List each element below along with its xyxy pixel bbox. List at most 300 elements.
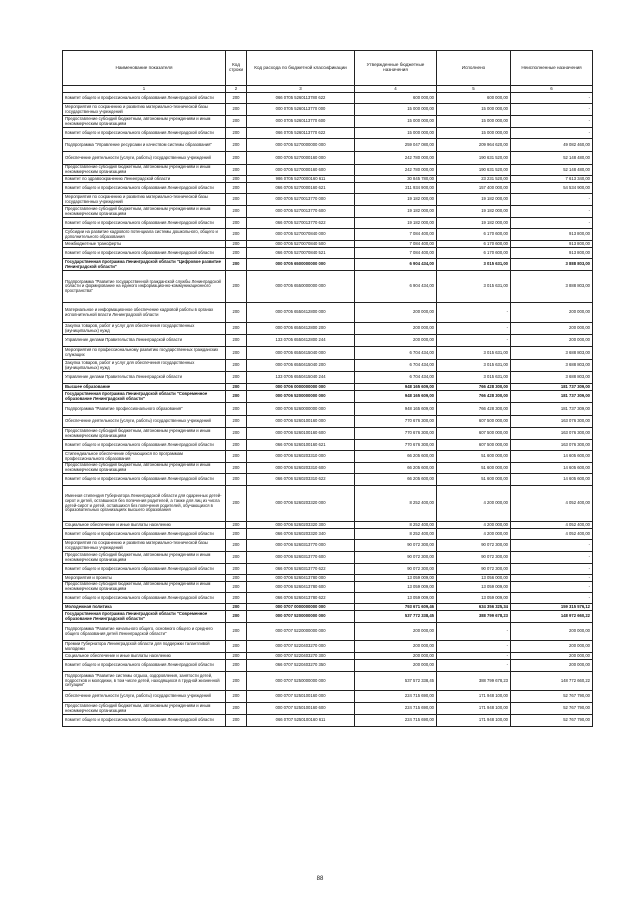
cell-unexecuted: 3 888 803,00 bbox=[511, 259, 593, 271]
cell-unexecuted: 163 076 300,00 bbox=[511, 416, 593, 428]
cell-kbk: 000 0707 0000000000 000 bbox=[247, 604, 355, 611]
cell-unexecuted: 181 737 309,00 bbox=[511, 391, 593, 403]
cell-name: Предоставление субсидий бюджетным, автономным учреждениям и иным некоммерческим организациям bbox=[63, 428, 226, 440]
cell-name: Мероприятия по сохранению и развитию материально-технической базы государственных учреждений bbox=[63, 540, 226, 552]
cell-name: Премии Губернатора Ленинградской области для поддержки талантливой молодежи bbox=[63, 641, 226, 653]
cell-kbk: 066 0706 5260313770 622 bbox=[247, 564, 355, 575]
cell-executed: 3 015 631,00 bbox=[437, 259, 511, 271]
table-row bbox=[63, 552, 593, 564]
cell-kbk: 133 0705 6550412800 244 bbox=[247, 335, 355, 347]
cell-kbk: 066 0706 5260203320 340 bbox=[247, 529, 355, 540]
table-row bbox=[63, 653, 593, 660]
cell-approved: 200 000,00 bbox=[355, 641, 437, 653]
cell-approved: 66 205 600,00 bbox=[355, 474, 437, 486]
cell-code: 200 bbox=[226, 248, 247, 259]
cell-code: 200 bbox=[226, 653, 247, 660]
cell-executed: - bbox=[437, 623, 511, 641]
cell-name: Мероприятия по сохранению и развитию материально-технической базы государственных учреждений bbox=[63, 194, 226, 206]
cell-executed: 3 015 631,00 bbox=[437, 347, 511, 360]
cell-code: 200 bbox=[226, 486, 247, 522]
cell-executed: 6 170 600,00 bbox=[437, 229, 511, 241]
cell-approved: 259 047 080,00 bbox=[355, 139, 437, 152]
table-row bbox=[63, 335, 593, 347]
cell-unexecuted: 159 315 576,12 bbox=[511, 604, 593, 611]
cell-approved: 13 059 009,00 bbox=[355, 582, 437, 593]
cell-kbk: 066 0706 5260203310 622 bbox=[247, 474, 355, 486]
table-row bbox=[63, 564, 593, 575]
table-row bbox=[63, 715, 593, 727]
cell-approved: 6 704 434,00 bbox=[355, 347, 437, 360]
cell-code: 200 bbox=[226, 323, 247, 335]
cell-kbk: 000 0706 5260100160 000 bbox=[247, 416, 355, 428]
table-header-row bbox=[63, 51, 593, 86]
cell-code: 200 bbox=[226, 93, 247, 104]
cell-unexecuted: 3 888 803,00 bbox=[511, 271, 593, 303]
cell-name: Субсидии на развитие кадрового потенциала системы дошкольного, общего и дополнительного образования bbox=[63, 229, 226, 241]
cell-kbk: 133 0705 6550415040 244 bbox=[247, 372, 355, 384]
cell-kbk: 000 0706 5260203320 000 bbox=[247, 486, 355, 522]
cell-kbk: 000 0706 0000000000 000 bbox=[247, 384, 355, 391]
cell-approved: 948 165 609,00 bbox=[355, 403, 437, 416]
cell-name: Подпрограмма "Развитие системы отдыха, оздоровления, занятости детей, подростков и молодежи, в том числе детей, находящихся в трудной жизненной ситуации" bbox=[63, 672, 226, 691]
cell-code: 200 bbox=[226, 347, 247, 360]
cell-kbk: 000 0705 5270000160 600 bbox=[247, 165, 355, 176]
cell-kbk: 000 0705 6550415040 200 bbox=[247, 360, 355, 372]
cell-unexecuted: 148 972 660,22 bbox=[511, 611, 593, 623]
cell-name: Высшее образование bbox=[63, 384, 226, 391]
cell-executed: - bbox=[437, 323, 511, 335]
cell-unexecuted: 200 000,00 bbox=[511, 653, 593, 660]
cell-kbk: 000 0706 5260203310 000 bbox=[247, 451, 355, 463]
cell-kbk: 000 0707 5200000000 000 bbox=[247, 611, 355, 623]
header-name: Наименование показателя bbox=[63, 51, 226, 86]
cell-unexecuted: 200 000,00 bbox=[511, 660, 593, 672]
cell-unexecuted: 163 076 300,00 bbox=[511, 428, 593, 440]
cell-executed: - bbox=[437, 653, 511, 660]
cell-approved: 770 676 300,00 bbox=[355, 440, 437, 451]
column-number: 1 bbox=[63, 86, 226, 93]
cell-approved: 224 715 690,00 bbox=[355, 715, 437, 727]
cell-kbk: 000 0705 5270000000 000 bbox=[247, 139, 355, 152]
cell-name: Комитет общего и профессионального образования Ленинградской области bbox=[63, 660, 226, 672]
cell-code: 200 bbox=[226, 391, 247, 403]
cell-code: 200 bbox=[226, 183, 247, 194]
cell-executed: 634 356 325,34 bbox=[437, 604, 511, 611]
cell-code: 200 bbox=[226, 703, 247, 715]
cell-name: Молодежная политика bbox=[63, 604, 226, 611]
cell-executed: 51 600 000,00 bbox=[437, 463, 511, 474]
cell-code: 200 bbox=[226, 474, 247, 486]
table-row bbox=[63, 593, 593, 604]
cell-executed: 171 948 100,00 bbox=[437, 703, 511, 715]
cell-approved: 6 704 434,00 bbox=[355, 372, 437, 384]
cell-kbk: 000 0705 5270070840 000 bbox=[247, 229, 355, 241]
cell-code: 200 bbox=[226, 194, 247, 206]
cell-code: 200 bbox=[226, 116, 247, 128]
cell-executed: 766 428 300,00 bbox=[437, 403, 511, 416]
cell-code: 200 bbox=[226, 564, 247, 575]
cell-executed: 4 200 000,00 bbox=[437, 522, 511, 529]
cell-kbk: 000 0705 5270000160 000 bbox=[247, 152, 355, 165]
table-row bbox=[63, 672, 593, 691]
table-row bbox=[63, 403, 593, 416]
cell-name: Стипендиальное обеспечение обучающихся по программам профессионального образования bbox=[63, 451, 226, 463]
cell-unexecuted: 200 000,00 bbox=[511, 641, 593, 653]
cell-executed: 19 182 000,00 bbox=[437, 194, 511, 206]
cell-unexecuted: - bbox=[511, 206, 593, 218]
cell-executed: - bbox=[437, 660, 511, 672]
table-row bbox=[63, 372, 593, 384]
cell-kbk: 000 0707 5220403270 300 bbox=[247, 653, 355, 660]
cell-unexecuted: - bbox=[511, 582, 593, 593]
cell-unexecuted: 52 767 790,00 bbox=[511, 715, 593, 727]
table-row bbox=[63, 347, 593, 360]
table-row bbox=[63, 152, 593, 165]
cell-code: 200 bbox=[226, 403, 247, 416]
cell-code: 200 bbox=[226, 522, 247, 529]
cell-executed: 4 200 000,00 bbox=[437, 486, 511, 522]
cell-name: Комитет общего и профессионального образования Ленинградской области bbox=[63, 93, 226, 104]
table-row bbox=[63, 463, 593, 474]
cell-name: Комитет общего и профессионального образования Ленинградской области bbox=[63, 183, 226, 194]
cell-code: 200 bbox=[226, 463, 247, 474]
cell-kbk: 000 0706 5260313770 600 bbox=[247, 552, 355, 564]
cell-kbk: 066 0705 5260113770 622 bbox=[247, 128, 355, 139]
cell-code: 200 bbox=[226, 152, 247, 165]
cell-executed: 209 964 620,00 bbox=[437, 139, 511, 152]
cell-approved: 7 084 400,00 bbox=[355, 248, 437, 259]
cell-approved: 200 000,00 bbox=[355, 660, 437, 672]
cell-name: Государственная программа Ленинградской области "Современное образование Ленинградской области" bbox=[63, 611, 226, 623]
cell-code: 200 bbox=[226, 604, 247, 611]
cell-code: 200 bbox=[226, 641, 247, 653]
cell-kbk: 000 0706 5260313770 000 bbox=[247, 540, 355, 552]
table-row bbox=[63, 391, 593, 403]
cell-kbk: 000 0706 5260203320 300 bbox=[247, 522, 355, 529]
cell-approved: 948 165 609,00 bbox=[355, 384, 437, 391]
table-row bbox=[63, 451, 593, 463]
cell-kbk: 000 0705 5270013770 600 bbox=[247, 206, 355, 218]
cell-approved: 600 000,00 bbox=[355, 93, 437, 104]
cell-executed: 388 799 678,23 bbox=[437, 611, 511, 623]
cell-unexecuted: - bbox=[511, 93, 593, 104]
cell-executed: 171 948 100,00 bbox=[437, 691, 511, 703]
cell-executed: 15 000 000,00 bbox=[437, 128, 511, 139]
cell-name: Именная стипендия Губернатора Ленинградской области для одаренных детей-сирот и детей, оставшихся без попечения родителей, а также для лиц из числа детей-сирот и детей, оставшихся без попечения родителей, обучающихся в образовательных организациях высшего образования bbox=[63, 486, 226, 522]
cell-unexecuted: 3 688 803,00 bbox=[511, 347, 593, 360]
cell-executed: 13 059 009,00 bbox=[437, 593, 511, 604]
cell-approved: 770 676 300,00 bbox=[355, 416, 437, 428]
cell-name: Комитет общего и профессионального образования Ленинградской области bbox=[63, 440, 226, 451]
cell-unexecuted: 52 148 480,00 bbox=[511, 165, 593, 176]
cell-code: 200 bbox=[226, 128, 247, 139]
cell-name: Социальное обеспечение и иные выплаты населению bbox=[63, 522, 226, 529]
cell-code: 200 bbox=[226, 259, 247, 271]
table-row bbox=[63, 128, 593, 139]
cell-name: Закупка товаров, работ и услуг для обеспечения государственных (муниципальных) нужд bbox=[63, 360, 226, 372]
page-number: 88 bbox=[316, 876, 324, 882]
cell-approved: 15 000 000,00 bbox=[355, 116, 437, 128]
table-row bbox=[63, 176, 593, 183]
cell-name: Предоставление субсидий бюджетным, автономным учреждениям и иным некоммерческим организациям bbox=[63, 552, 226, 564]
cell-unexecuted: 913 800,00 bbox=[511, 241, 593, 248]
cell-code: 200 bbox=[226, 715, 247, 727]
cell-name: Обеспечение деятельности (услуги, работы) государственных учреждений bbox=[63, 152, 226, 165]
table-row bbox=[63, 428, 593, 440]
cell-approved: 8 252 400,00 bbox=[355, 486, 437, 522]
cell-kbk: 000 0706 5200000000 000 bbox=[247, 391, 355, 403]
cell-kbk: 066 0707 5250100160 611 bbox=[247, 715, 355, 727]
cell-executed: 90 072 300,00 bbox=[437, 540, 511, 552]
cell-code: 200 bbox=[226, 552, 247, 564]
cell-name: Комитет общего и профессионального образования Ленинградской области bbox=[63, 593, 226, 604]
cell-unexecuted: 200 000,00 bbox=[511, 303, 593, 323]
cell-code: 200 bbox=[226, 360, 247, 372]
column-number: 3 bbox=[247, 86, 355, 93]
cell-approved: 200 000,00 bbox=[355, 303, 437, 323]
table-row bbox=[63, 139, 593, 152]
table-body bbox=[63, 93, 593, 727]
cell-unexecuted: - bbox=[511, 128, 593, 139]
cell-unexecuted: 181 737 309,00 bbox=[511, 384, 593, 391]
cell-approved: 6 904 434,00 bbox=[355, 271, 437, 303]
table-row bbox=[63, 194, 593, 206]
cell-name: Комитет по здравоохранению Ленинградской области bbox=[63, 176, 226, 183]
cell-executed: 3 015 631,00 bbox=[437, 271, 511, 303]
cell-name: Мероприятия и проекты bbox=[63, 575, 226, 582]
cell-unexecuted: 3 688 803,00 bbox=[511, 372, 593, 384]
cell-approved: 19 182 000,00 bbox=[355, 194, 437, 206]
cell-approved: 211 934 900,00 bbox=[355, 183, 437, 194]
cell-code: 200 bbox=[226, 303, 247, 323]
table-row bbox=[63, 691, 593, 703]
cell-approved: 224 715 690,00 bbox=[355, 703, 437, 715]
cell-kbk: 000 0707 5250100160 000 bbox=[247, 691, 355, 703]
cell-executed: 6 170 600,00 bbox=[437, 241, 511, 248]
cell-unexecuted: - bbox=[511, 218, 593, 229]
table-row bbox=[63, 303, 593, 323]
cell-code: 200 bbox=[226, 575, 247, 582]
cell-code: 200 bbox=[226, 440, 247, 451]
cell-approved: 770 676 300,00 bbox=[355, 428, 437, 440]
cell-executed: 600 000,00 bbox=[437, 93, 511, 104]
table-row bbox=[63, 540, 593, 552]
table-row bbox=[63, 474, 593, 486]
cell-name: Комитет общего и профессионального образования Ленинградской области bbox=[63, 715, 226, 727]
table-row bbox=[63, 486, 593, 522]
cell-approved: 8 252 400,00 bbox=[355, 522, 437, 529]
cell-executed: 51 600 000,00 bbox=[437, 451, 511, 463]
column-number: 6 bbox=[511, 86, 593, 93]
cell-code: 200 bbox=[226, 529, 247, 540]
column-number: 2 bbox=[226, 86, 247, 93]
cell-name: Управление делами Правительства Ленинградской области bbox=[63, 335, 226, 347]
cell-unexecuted: 181 737 309,00 bbox=[511, 403, 593, 416]
table-row bbox=[63, 360, 593, 372]
cell-approved: 793 671 609,46 bbox=[355, 604, 437, 611]
cell-executed: 51 600 000,00 bbox=[437, 474, 511, 486]
cell-executed: 13 056 000,00 bbox=[437, 575, 511, 582]
cell-unexecuted: 913 800,00 bbox=[511, 248, 593, 259]
report-page bbox=[62, 50, 592, 727]
cell-approved: 242 780 000,00 bbox=[355, 165, 437, 176]
cell-name: Управление делами Правительства Ленинградской области bbox=[63, 372, 226, 384]
cell-code: 200 bbox=[226, 176, 247, 183]
cell-code: 200 bbox=[226, 428, 247, 440]
cell-approved: 7 084 400,00 bbox=[355, 229, 437, 241]
cell-name: Предоставление субсидий бюджетным, автономным учреждениям и иным некоммерческим организациям bbox=[63, 165, 226, 176]
cell-approved: 6 904 434,00 bbox=[355, 259, 437, 271]
cell-code: 200 bbox=[226, 384, 247, 391]
cell-code: 200 bbox=[226, 206, 247, 218]
cell-approved: 242 780 000,00 bbox=[355, 152, 437, 165]
cell-approved: 30 845 780,00 bbox=[355, 176, 437, 183]
cell-name: Комитет общего и профессионального образования Ленинградской области bbox=[63, 529, 226, 540]
cell-approved: 66 205 600,00 bbox=[355, 451, 437, 463]
cell-code: 200 bbox=[226, 229, 247, 241]
cell-name: Подпрограмма "Развитие начального общего, основного общего и среднего общего образования детей Ленинградской области" bbox=[63, 623, 226, 641]
cell-approved: 7 084 400,00 bbox=[355, 241, 437, 248]
cell-kbk: 066 0705 5260113780 622 bbox=[247, 93, 355, 104]
cell-unexecuted: 148 772 660,22 bbox=[511, 672, 593, 691]
table-row bbox=[63, 218, 593, 229]
cell-executed: 4 200 000,00 bbox=[437, 529, 511, 540]
cell-unexecuted: - bbox=[511, 575, 593, 582]
table-row bbox=[63, 416, 593, 428]
cell-approved: 15 000 000,00 bbox=[355, 104, 437, 116]
cell-code: 200 bbox=[226, 416, 247, 428]
table-row bbox=[63, 206, 593, 218]
cell-name: Мероприятия по профессиональному развитию государственных гражданских служащих bbox=[63, 347, 226, 360]
cell-approved: 90 072 300,00 bbox=[355, 552, 437, 564]
cell-code: 200 bbox=[226, 218, 247, 229]
cell-code: 200 bbox=[226, 165, 247, 176]
table-row bbox=[63, 582, 593, 593]
cell-name: Комитет общего и профессионального образования Ленинградской области bbox=[63, 474, 226, 486]
cell-unexecuted: 14 605 600,00 bbox=[511, 451, 593, 463]
cell-unexecuted: 163 076 300,00 bbox=[511, 440, 593, 451]
header-unexecuted: Неисполненные назначения bbox=[511, 51, 593, 86]
cell-code: 200 bbox=[226, 104, 247, 116]
cell-code: 200 bbox=[226, 623, 247, 641]
cell-approved: 6 704 434,00 bbox=[355, 360, 437, 372]
cell-executed: 190 631 520,00 bbox=[437, 152, 511, 165]
cell-executed: - bbox=[437, 641, 511, 653]
table-row bbox=[63, 116, 593, 128]
cell-code: 200 bbox=[226, 139, 247, 152]
cell-executed: 23 231 520,00 bbox=[437, 176, 511, 183]
cell-name: Предоставление субсидий бюджетным, автономным учреждениям и иным некоммерческим организациям bbox=[63, 703, 226, 715]
cell-unexecuted: - bbox=[511, 564, 593, 575]
cell-name: Государственная программа Ленинградской области "Цифровое развитие Ленинградской области" bbox=[63, 259, 226, 271]
cell-unexecuted: 52 767 790,00 bbox=[511, 691, 593, 703]
cell-unexecuted: 14 605 600,00 bbox=[511, 463, 593, 474]
cell-executed: 19 182 000,00 bbox=[437, 218, 511, 229]
cell-name: Комитет общего и профессионального образования Ленинградской области bbox=[63, 128, 226, 139]
table-row bbox=[63, 241, 593, 248]
table-row bbox=[63, 641, 593, 653]
cell-kbk: 000 0706 5260413780 000 bbox=[247, 575, 355, 582]
cell-kbk: 000 0705 6550412800 200 bbox=[247, 323, 355, 335]
cell-unexecuted: 52 148 480,00 bbox=[511, 152, 593, 165]
cell-unexecuted: - bbox=[511, 540, 593, 552]
table-row bbox=[63, 384, 593, 391]
cell-approved: 13 059 009,00 bbox=[355, 575, 437, 582]
table-row bbox=[63, 440, 593, 451]
cell-code: 200 bbox=[226, 241, 247, 248]
cell-approved: 200 000,00 bbox=[355, 653, 437, 660]
header-code: Код строки bbox=[226, 51, 247, 86]
cell-name: Обеспечение деятельности (услуги, работы) государственных учреждений bbox=[63, 691, 226, 703]
cell-name: Подпрограмма "Развитие профессионального образования" bbox=[63, 403, 226, 416]
budget-execution-table bbox=[62, 50, 593, 727]
cell-code: 200 bbox=[226, 672, 247, 691]
cell-name: Обеспечение деятельности (услуги, работы) государственных учреждений bbox=[63, 416, 226, 428]
cell-kbk: 000 0706 5260100160 600 bbox=[247, 428, 355, 440]
cell-approved: 200 000,00 bbox=[355, 323, 437, 335]
cell-name: Государственная программа Ленинградской области "Современное образование Ленинградской области" bbox=[63, 391, 226, 403]
table-row bbox=[63, 660, 593, 672]
cell-approved: 19 182 000,00 bbox=[355, 218, 437, 229]
cell-approved: 13 059 009,00 bbox=[355, 593, 437, 604]
cell-kbk: 066 0706 5260413780 622 bbox=[247, 593, 355, 604]
cell-unexecuted: 4 052 400,00 bbox=[511, 486, 593, 522]
cell-executed: - bbox=[437, 335, 511, 347]
cell-executed: 607 500 000,00 bbox=[437, 416, 511, 428]
cell-kbk: 000 0705 5260113770 000 bbox=[247, 104, 355, 116]
cell-unexecuted: - bbox=[511, 552, 593, 564]
cell-name: Межбюджетные трансферты bbox=[63, 241, 226, 248]
cell-executed: 15 000 000,00 bbox=[437, 104, 511, 116]
table-row bbox=[63, 575, 593, 582]
cell-unexecuted: - bbox=[511, 593, 593, 604]
column-number: 4 bbox=[355, 86, 437, 93]
table-row bbox=[63, 703, 593, 715]
cell-executed: 3 015 631,00 bbox=[437, 360, 511, 372]
cell-unexecuted: - bbox=[511, 194, 593, 206]
cell-unexecuted: 14 605 600,00 bbox=[511, 474, 593, 486]
cell-code: 200 bbox=[226, 372, 247, 384]
cell-code: 200 bbox=[226, 540, 247, 552]
cell-executed: 766 428 300,00 bbox=[437, 391, 511, 403]
column-number: 5 bbox=[437, 86, 511, 93]
cell-code: 200 bbox=[226, 582, 247, 593]
cell-unexecuted: 200 000,00 bbox=[511, 623, 593, 641]
table-row bbox=[63, 183, 593, 194]
cell-executed: 171 948 100,00 bbox=[437, 715, 511, 727]
cell-kbk: 000 0707 5250000000 000 bbox=[247, 672, 355, 691]
cell-kbk: 066 0705 5270070840 521 bbox=[247, 248, 355, 259]
cell-approved: 948 165 609,00 bbox=[355, 391, 437, 403]
cell-approved: 15 000 000,00 bbox=[355, 128, 437, 139]
cell-name: Подпрограмма "Развитие государственной гражданской службы Ленинградской области и формирование на единого информационно-коммуникационного пространства" bbox=[63, 271, 226, 303]
cell-unexecuted: - bbox=[511, 104, 593, 116]
table-row bbox=[63, 522, 593, 529]
cell-unexecuted: 4 052 400,00 bbox=[511, 529, 593, 540]
cell-name: Мероприятия по сохранению и развитию материально-технической базы государственных учреждений bbox=[63, 104, 226, 116]
cell-approved: 19 182 000,00 bbox=[355, 206, 437, 218]
cell-kbk: 000 0705 5270070840 500 bbox=[247, 241, 355, 248]
header-executed: Исполнено bbox=[437, 51, 511, 86]
cell-kbk: 000 0707 5220000000 000 bbox=[247, 623, 355, 641]
cell-executed: 766 428 300,00 bbox=[437, 384, 511, 391]
cell-name: Материальное и информационное обеспечение кадровой работы в органах исполнительной власти Ленинградской области bbox=[63, 303, 226, 323]
cell-executed: 3 015 631,00 bbox=[437, 372, 511, 384]
cell-code: 200 bbox=[226, 335, 247, 347]
table-row bbox=[63, 529, 593, 540]
header-kbk: Код расхода по бюджетной классификации bbox=[247, 51, 355, 86]
cell-name: Комитет общего и профессионального образования Ленинградской области bbox=[63, 218, 226, 229]
